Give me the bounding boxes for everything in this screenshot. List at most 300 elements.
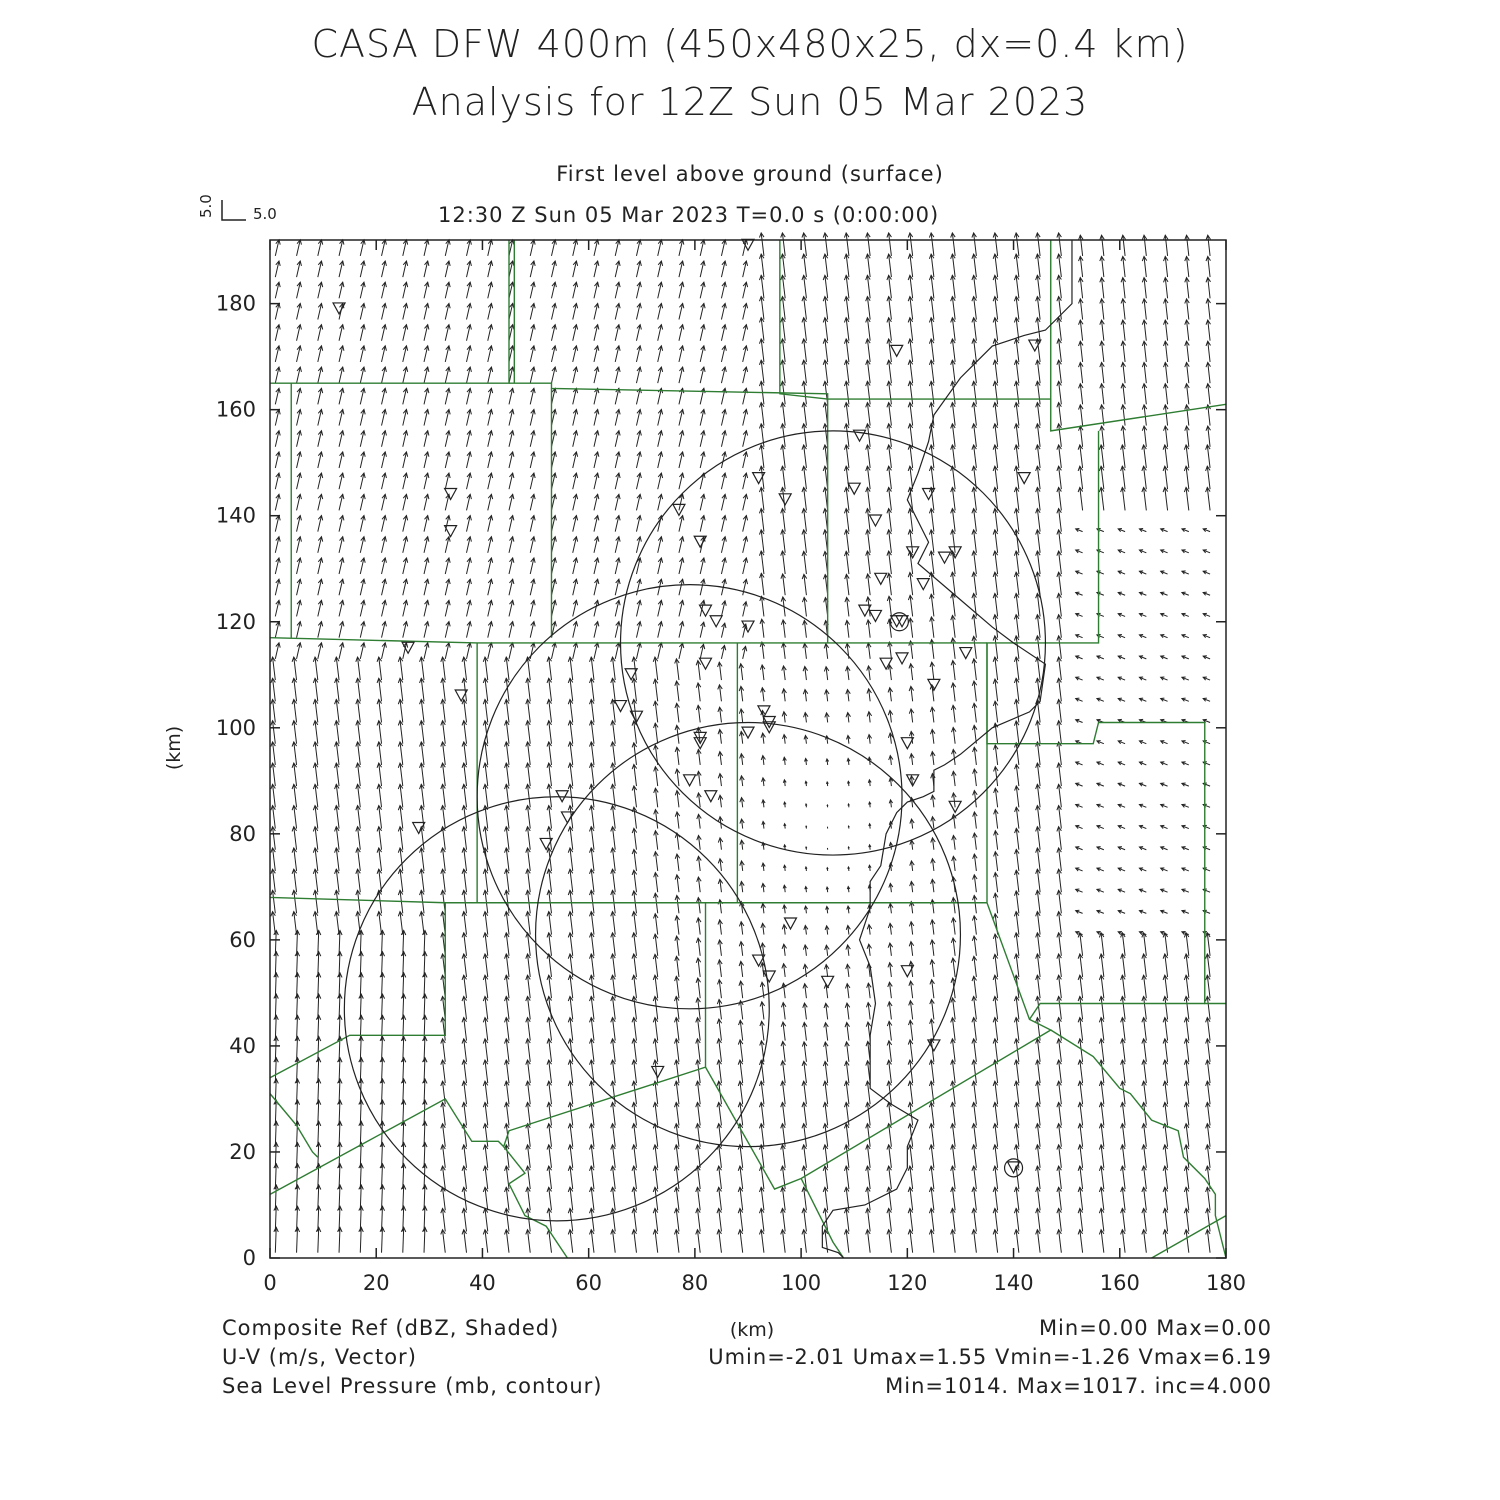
wind-vector: [275, 367, 280, 383]
wind-vector: [318, 409, 323, 425]
wind-vector: [761, 923, 766, 934]
wind-vector: [739, 664, 744, 680]
wind-vector: [636, 643, 641, 659]
wind-vector: [1079, 426, 1084, 447]
wind-vector: [488, 558, 493, 574]
wind-vector: [654, 873, 659, 893]
wind-vector: [573, 473, 578, 489]
station-marker: [848, 483, 860, 494]
wind-vector: [759, 275, 764, 298]
wind-vector: [420, 848, 425, 871]
wind-vector: [274, 1227, 279, 1252]
wind-vector: [1057, 615, 1062, 638]
wind-vector: [930, 940, 935, 956]
wind-vector: [1036, 1208, 1041, 1231]
wind-vector: [380, 1227, 385, 1252]
wind-vector: [467, 537, 472, 553]
wind-vector: [887, 509, 892, 532]
wind-vector: [377, 742, 382, 765]
wind-vector: [823, 275, 828, 298]
wind-vector: [636, 261, 641, 277]
wind-vector: [360, 261, 365, 277]
wind-vector: [696, 978, 701, 998]
wind-vector: [530, 558, 535, 574]
wind-vector: [700, 516, 705, 532]
wind-vector: [993, 1039, 998, 1062]
wind-vector: [505, 763, 510, 786]
wind-vector: [488, 516, 493, 532]
wind-vector: [803, 1023, 808, 1041]
wind-vector: [761, 688, 766, 702]
wind-vector: [823, 1102, 828, 1125]
wind-vector: [339, 579, 344, 595]
wind-vector: [802, 318, 807, 341]
wind-vector: [594, 579, 599, 595]
wind-vector: [1163, 1102, 1168, 1125]
wind-vector: [632, 912, 637, 935]
wind-vector: [993, 572, 998, 595]
wind-vector: [908, 275, 913, 298]
wind-vector: [636, 516, 641, 532]
wind-vector: [847, 758, 850, 764]
wind-vector: [318, 579, 323, 595]
wind-vector: [292, 657, 297, 680]
wind-vector: [318, 452, 323, 468]
wind-vector: [951, 487, 956, 510]
wind-vector: [467, 579, 472, 595]
wind-vector: [869, 845, 871, 850]
wind-vector: [423, 1227, 428, 1252]
wind-vector: [1182, 889, 1189, 892]
wind-vector: [1163, 466, 1168, 489]
wind-vector: [993, 975, 998, 998]
wind-vector: [1203, 635, 1210, 638]
wind-vector: [275, 282, 280, 298]
wind-vector: [509, 325, 514, 341]
wind-vector: [909, 664, 914, 680]
wind-vector: [781, 466, 786, 489]
wind-vector: [467, 643, 472, 659]
wind-vector: [509, 303, 514, 319]
wind-vector: [929, 1102, 934, 1125]
wind-vector: [360, 643, 365, 659]
wind-vector: [632, 786, 637, 807]
wind-vector: [993, 360, 998, 383]
wind-vector: [271, 869, 276, 892]
chart-title: CASA DFW 400m (450x480x25, dx=0.4 km): [311, 22, 1189, 66]
wind-vector: [611, 1208, 616, 1231]
wind-vector: [1203, 677, 1210, 680]
wind-vector: [847, 736, 851, 744]
wind-vector: [1079, 278, 1084, 299]
wind-vector: [910, 840, 914, 850]
y-tick-label: 100: [215, 715, 256, 740]
wind-vector: [658, 622, 663, 638]
wind-vector: [297, 367, 302, 383]
wind-vector: [802, 424, 807, 447]
wind-vector: [679, 537, 684, 553]
wind-vector: [526, 699, 531, 722]
wind-vector: [823, 254, 828, 277]
wind-vector: [972, 530, 977, 553]
wind-vector: [547, 657, 552, 680]
wind-vector: [1036, 742, 1041, 765]
wind-vector: [866, 1124, 871, 1147]
wind-vector: [403, 579, 408, 595]
wind-vector: [908, 466, 913, 489]
wind-vector: [632, 996, 637, 1019]
wind-vector: [441, 1060, 446, 1083]
wind-vector: [908, 1040, 913, 1062]
wind-vector: [636, 622, 641, 638]
legend-field2-stats: Umin=-2.01 Umax=1.55 Vmin=-1.26 Vmax=6.19: [708, 1345, 1272, 1369]
wind-vector: [1121, 384, 1126, 405]
wind-vector: [589, 827, 594, 850]
wind-vector: [632, 1230, 637, 1253]
wind-vector: [297, 409, 302, 425]
wind-vector: [929, 233, 934, 256]
wind-vector: [823, 1081, 828, 1104]
wind-vector: [887, 1102, 892, 1125]
wind-vector: [1142, 405, 1147, 426]
wind-vector: [1182, 635, 1189, 638]
wind-vector: [632, 764, 637, 786]
wind-vector: [1142, 1187, 1147, 1210]
wind-vector: [1076, 719, 1083, 722]
wind-vector: [867, 925, 872, 935]
wind-vector: [356, 742, 361, 765]
wind-vector: [1014, 954, 1019, 977]
wind-vector: [462, 1145, 467, 1168]
wind-vector: [951, 424, 956, 447]
wind-vector: [632, 1081, 637, 1104]
wind-vector: [1121, 1145, 1126, 1168]
wind-vector: [827, 868, 828, 871]
wind-vector: [951, 318, 956, 341]
wind-vector: [1076, 889, 1083, 892]
wind-vector: [931, 838, 936, 850]
wind-vector: [951, 1208, 956, 1231]
wind-vector: [467, 600, 472, 616]
wind-vector: [972, 1060, 977, 1083]
wind-vector: [424, 367, 429, 383]
wind-vector: [972, 381, 977, 404]
wind-vector: [462, 699, 467, 722]
wind-vector: [483, 996, 488, 1019]
wind-vector: [509, 473, 514, 489]
wind-vector: [1142, 1145, 1147, 1168]
wind-vector: [1015, 786, 1020, 807]
wind-vector: [993, 254, 998, 277]
wind-vector: [1078, 1018, 1083, 1041]
wind-vector: [1163, 1039, 1168, 1062]
wind-vector: [1036, 466, 1041, 489]
wind-vector: [1182, 910, 1189, 913]
wind-vector: [292, 699, 297, 722]
wind-vector: [679, 261, 684, 277]
wind-vector: [951, 1102, 956, 1125]
wind-vector: [1182, 868, 1189, 871]
wind-vector: [360, 388, 365, 404]
wind-vector: [781, 360, 786, 383]
wind-vector: [509, 409, 514, 425]
wind-vector: [887, 487, 892, 510]
wind-vector: [1036, 806, 1041, 829]
wind-vector: [1161, 550, 1168, 553]
wind-vector: [611, 996, 616, 1019]
wind-vector: [339, 516, 344, 532]
wind-vector: [271, 763, 276, 786]
wind-vector: [445, 261, 450, 277]
wind-vector: [887, 381, 892, 404]
wind-vector: [887, 254, 892, 277]
wind-vector: [297, 643, 302, 659]
wind-vector: [721, 409, 726, 425]
wind-vector: [993, 530, 998, 553]
wind-vector: [781, 620, 786, 638]
wind-vector: [993, 593, 998, 616]
wind-vector: [636, 537, 641, 553]
wind-vector: [1036, 721, 1041, 744]
wind-vector: [1014, 424, 1019, 447]
wind-vector: [1184, 933, 1189, 956]
wind-vector: [1163, 487, 1168, 510]
wind-vector: [846, 945, 851, 956]
wind-vector: [505, 1208, 510, 1231]
wind-vector: [845, 1061, 850, 1083]
wind-vector: [589, 806, 594, 829]
wind-vector: [866, 509, 871, 532]
wind-vector: [589, 848, 594, 871]
wind-vector: [483, 678, 488, 701]
wind-vector: [589, 912, 594, 935]
wind-vector: [1057, 381, 1062, 404]
wind-vector: [759, 530, 764, 553]
wind-vector: [1161, 613, 1168, 616]
wind-vector: [318, 388, 323, 404]
wind-vector: [782, 689, 787, 701]
wind-vector: [908, 1166, 913, 1189]
wind-vector: [1182, 550, 1189, 553]
wind-vector: [759, 403, 764, 426]
wind-vector: [759, 297, 764, 320]
wind-vector: [721, 240, 726, 256]
wind-vector: [636, 473, 641, 489]
wind-vector: [743, 261, 748, 277]
wind-vector: [403, 409, 408, 425]
wind-vector: [1036, 784, 1041, 807]
wind-vector: [1036, 1081, 1041, 1104]
wind-vector: [700, 452, 705, 468]
wind-vector: [398, 806, 403, 829]
wind-vector: [1099, 1039, 1104, 1062]
wind-vector: [889, 800, 892, 807]
wind-vector: [909, 981, 914, 998]
wind-vector: [781, 254, 786, 277]
wind-vector: [951, 998, 956, 1019]
wind-vector: [888, 903, 892, 913]
wind-vector: [339, 346, 344, 362]
wind-vector: [679, 346, 684, 362]
wind-vector: [382, 431, 387, 447]
wind-vector: [653, 657, 658, 680]
wind-vector: [573, 431, 578, 447]
wind-vector: [1078, 975, 1083, 998]
wind-vector: [803, 945, 808, 956]
wind-vector: [1161, 868, 1168, 871]
wind-vector: [929, 403, 934, 426]
wind-vector: [1057, 742, 1062, 765]
wind-vector: [930, 920, 935, 935]
wind-vector: [1014, 996, 1019, 1019]
wind-vector: [866, 254, 871, 277]
wind-vector: [1206, 954, 1211, 977]
wind-vector: [445, 388, 450, 404]
wind-vector: [1014, 1187, 1019, 1210]
time-label: 12:30 Z Sun 05 Mar 2023 T=0.0 s (0:00:00): [438, 203, 940, 227]
wind-vector: [653, 914, 658, 935]
x-tick-label: 60: [575, 1271, 603, 1295]
wind-vector: [696, 661, 701, 680]
wind-vector: [1121, 954, 1126, 977]
wind-vector: [547, 975, 552, 998]
wind-vector: [696, 1039, 701, 1062]
wind-vector: [1142, 933, 1147, 956]
wind-vector: [866, 1208, 871, 1231]
wind-vector: [1118, 613, 1125, 616]
wind-vector: [589, 1166, 594, 1189]
wind-vector: [568, 742, 573, 765]
wind-vector: [1097, 889, 1104, 892]
wind-vector: [292, 827, 297, 850]
wind-vector: [783, 780, 786, 786]
wind-vector: [972, 1230, 977, 1253]
station-marker: [684, 775, 696, 786]
wind-vector: [1079, 362, 1084, 383]
wind-vector: [526, 869, 531, 892]
wind-vector: [1142, 235, 1147, 256]
wind-vector: [1014, 699, 1019, 722]
wind-vector: [1014, 891, 1019, 913]
wind-vector: [356, 784, 361, 807]
wind-vector: [845, 574, 850, 595]
wind-vector: [866, 424, 871, 447]
wind-vector: [1014, 721, 1019, 744]
wind-vector: [1097, 741, 1104, 744]
wind-vector: [721, 623, 726, 638]
wind-vector: [360, 409, 365, 425]
wind-vector: [1099, 1145, 1104, 1168]
wind-vector: [441, 806, 446, 829]
wind-vector: [1121, 975, 1126, 998]
wind-vector: [739, 922, 744, 935]
wind-vector: [674, 1230, 679, 1253]
wind-vector: [1118, 592, 1125, 595]
wind-vector: [675, 956, 680, 977]
wind-vector: [887, 1166, 892, 1189]
wind-vector: [611, 1102, 616, 1125]
wind-vector: [398, 827, 403, 850]
wind-vector: [589, 678, 594, 701]
wind-vector: [530, 346, 535, 362]
wind-vector: [1100, 278, 1105, 299]
wind-vector: [674, 1145, 679, 1168]
wind-vector: [1118, 762, 1125, 765]
wind-vector: [297, 622, 302, 638]
wind-vector: [589, 784, 594, 807]
wind-vector: [1057, 1039, 1062, 1062]
wind-vector: [781, 574, 786, 595]
wind-vector: [573, 643, 578, 659]
station-marker: [742, 239, 754, 250]
wind-vector: [1078, 1124, 1083, 1147]
wind-vector: [759, 1124, 764, 1147]
wind-vector: [1099, 1060, 1104, 1083]
wind-vector: [697, 793, 702, 807]
wind-vector: [505, 1039, 510, 1062]
wind-vector: [589, 699, 594, 722]
wind-vector: [360, 622, 365, 638]
wind-vector: [1118, 656, 1125, 659]
wind-vector: [740, 798, 744, 808]
wind-vector: [297, 494, 302, 510]
wind-vector: [1121, 487, 1126, 510]
wind-vector: [866, 620, 871, 638]
wind-vector: [275, 303, 280, 319]
wind-vector: [398, 763, 403, 786]
wind-vector: [1057, 1124, 1062, 1147]
wind-vector: [573, 537, 578, 553]
wind-vector: [1163, 933, 1168, 956]
wind-vector: [1118, 677, 1125, 680]
wind-vector: [973, 747, 978, 765]
wind-vector: [951, 381, 956, 404]
wind-vector: [611, 721, 616, 744]
wind-vector: [483, 1039, 488, 1062]
wind-vector: [717, 1039, 722, 1062]
wind-vector: [1161, 529, 1168, 532]
wind-vector: [339, 261, 344, 277]
wind-vector: [718, 774, 723, 787]
wind-vector: [888, 923, 893, 934]
station-marker: [402, 642, 414, 653]
wind-vector: [1057, 912, 1062, 935]
wind-vector: [382, 537, 387, 553]
axis-ticks: [216, 240, 1246, 1295]
wind-vector: [568, 1166, 573, 1189]
wind-vector: [802, 1187, 807, 1210]
wind-vector: [929, 594, 934, 616]
wind-vector: [951, 1145, 956, 1168]
wind-vector: [1057, 699, 1062, 722]
wind-vector: [1139, 571, 1146, 574]
wind-vector: [972, 1208, 977, 1231]
wind-vector: [462, 1230, 467, 1253]
wind-vector: [679, 643, 684, 659]
wind-vector: [803, 1003, 808, 1019]
wind-vector: [403, 600, 408, 616]
wind-vector: [547, 1124, 552, 1147]
wind-vector: [887, 1060, 892, 1083]
wind-vector: [1206, 320, 1211, 341]
wind-vector: [462, 848, 467, 871]
wind-vector: [318, 261, 323, 277]
county-line: [270, 1094, 318, 1158]
wind-vector: [573, 579, 578, 595]
wind-vector: [462, 1018, 467, 1041]
wind-vector: [1014, 381, 1019, 404]
wind-vector: [403, 494, 408, 510]
